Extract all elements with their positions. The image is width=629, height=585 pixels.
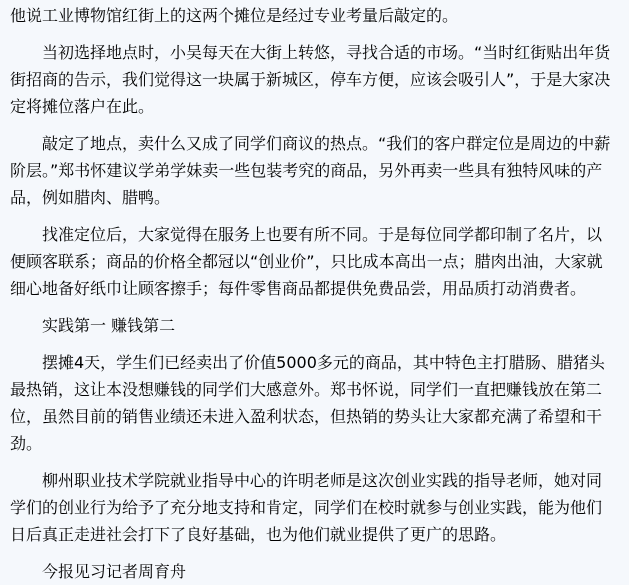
byline: 今报见习记者周育舟 — [42, 562, 187, 581]
section-heading: 实践第一 赚钱第二 — [42, 316, 176, 335]
paragraph: 摆摊4天，学生们已经卖出了价值5000多元的商品，其中特色主打腊肠、腊猪头最热销，这让本没想赚钱的同学们大感意外。郑书怀说，同学们一直把赚钱放在第二位，虽然目前的销售业绩还未进入盈利状态，但热销的势头让大家都充满了希望和干劲。 — [10, 353, 605, 453]
paragraph: 当初选择地点时，小吴每天在大街上转悠，寻找合适的市场。“当时红街贴出年货街招商的告示，我们觉得这一块属于新城区，停车方便，应该会吸引人”，于是大家决定将摊位落户在此。 — [10, 43, 611, 116]
paragraph: 找准定位后，大家觉得在服务上也要有所不同。于是每位同学都印制了名片，以便顾客联系；商品的价格全都冠以“创业价”，只比成本高出一点；腊肉出油，大家就细心地备好纸巾让顾客擦手；每件零售商品都提供免费品尝，用品质打动消费者。 — [10, 225, 603, 298]
paragraph: 他说工业博物馆红街上的这两个摊位是经过专业考量后敲定的。 — [10, 6, 459, 25]
paragraph: 柳州职业技术学院就业指导中心的许明老师是这次创业实践的指导老师，她对同学们的创业行为给予了充分地支持和肯定，同学们在校时就参与创业实践，能为他们日后真正走进社会打下了良好基础，也为他们就业提供了更广的思路。 — [10, 471, 603, 544]
paragraph: 敲定了地点，卖什么又成了同学们商议的热点。“我们的客户群定位是周边的中薪阶层。”郑书怀建议学弟学妹卖一些包装考究的商品，另外再卖一些具有独特风味的产品，例如腊肉、腊鸭。 — [10, 134, 611, 207]
